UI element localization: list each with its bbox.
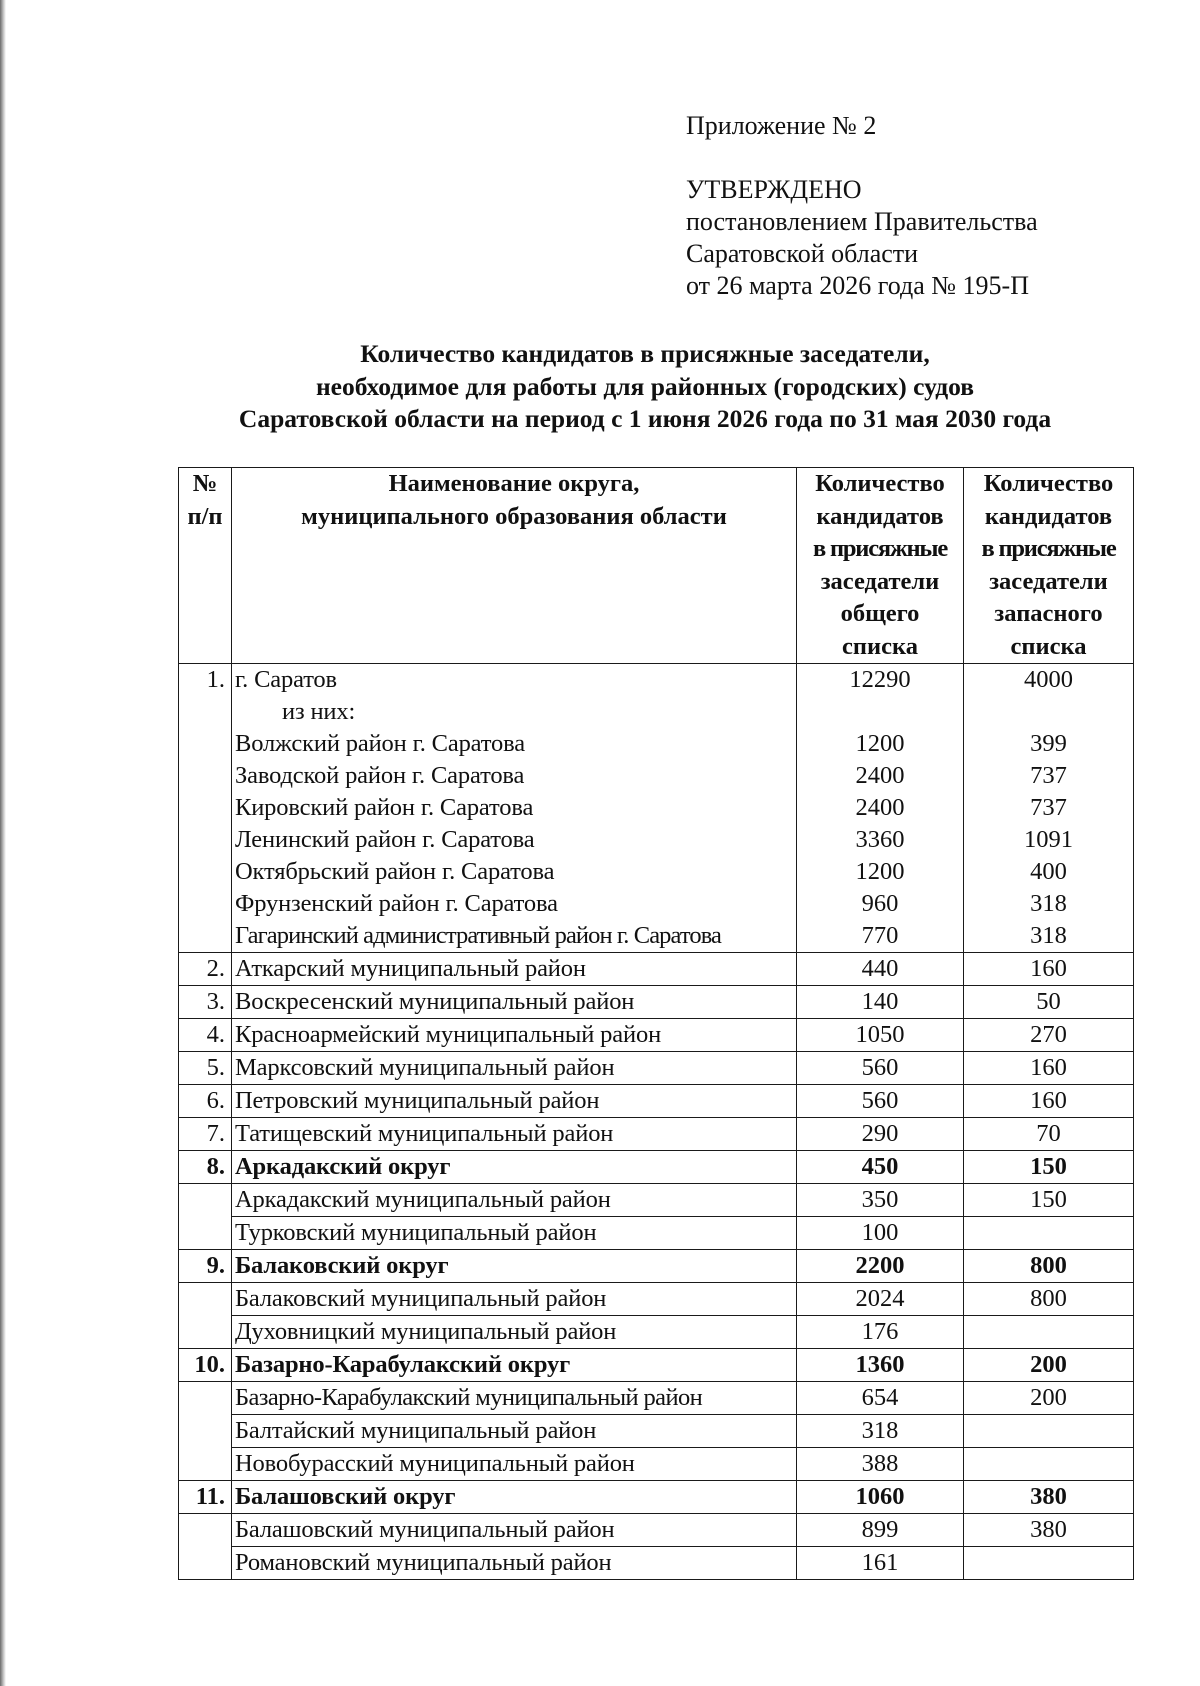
member-name: Новобурасский муниципальный район <box>232 1448 797 1481</box>
row-name: Марксовский муниципальный район <box>232 1052 797 1085</box>
member-row <box>179 1382 1134 1415</box>
general-value: 899 <box>797 1514 964 1547</box>
district-general: 1200 <box>855 858 905 885</box>
table-row <box>179 1019 1134 1052</box>
reserve-value: 800 <box>964 1250 1134 1283</box>
district-name: Гагаринский административный район г. Саратова <box>235 922 722 949</box>
general-value: 350 <box>797 1184 964 1217</box>
district-reserve: 400 <box>1030 858 1067 885</box>
district-general: 2400 <box>855 794 905 821</box>
header-num: № п/п <box>179 468 232 664</box>
district-reserve: 737 <box>1030 794 1067 821</box>
row-num: 1. <box>179 664 232 953</box>
member-row <box>179 1448 1134 1481</box>
member-name: Базарно-Карабулакский муниципальный район <box>232 1382 797 1415</box>
reserve-value: 160 <box>964 953 1134 986</box>
district-name: Кировский район г. Саратова <box>235 794 534 821</box>
general-value: 176 <box>797 1316 964 1349</box>
member-name: Романовский муниципальный район <box>232 1547 797 1580</box>
reserve-value: 380 <box>964 1514 1134 1547</box>
general-value: 2200 <box>797 1250 964 1283</box>
okrug-name: Балашовский округ <box>232 1481 797 1514</box>
reserve-value: 200 <box>964 1349 1134 1382</box>
candidates-table <box>178 467 1134 1580</box>
district-general: 770 <box>861 922 899 949</box>
okrug-row <box>179 1349 1134 1382</box>
general-value: 12290 <box>849 666 911 693</box>
district-general: 1200 <box>855 730 905 757</box>
table-row <box>179 953 1134 986</box>
district-name: Октябрьский район г. Саратова <box>235 858 555 885</box>
reserve-value <box>964 1316 1134 1349</box>
table-header-row <box>179 468 1134 664</box>
district-name: Заводской район г. Саратова <box>235 762 525 789</box>
row-name: Петровский муниципальный район <box>232 1085 797 1118</box>
district-reserve: 399 <box>1030 730 1067 757</box>
member-name: Балтайский муниципальный район <box>232 1415 797 1448</box>
header-reserve: Количество кандидатов в присяжные заседатели запасного списка <box>964 468 1134 664</box>
reserve-value: 70 <box>964 1118 1134 1151</box>
reserve-value: 380 <box>964 1481 1134 1514</box>
row-name: Красноармейский муниципальный район <box>232 1019 797 1052</box>
okrug-row <box>179 1250 1134 1283</box>
general-value: 440 <box>797 953 964 986</box>
member-row <box>179 1415 1134 1448</box>
row-num: 3. <box>179 986 232 1019</box>
general-value: 450 <box>797 1151 964 1184</box>
reserve-value <box>964 1415 1134 1448</box>
document-title <box>60 338 1200 436</box>
reserve-value: 160 <box>964 1085 1134 1118</box>
title-line: Саратовской области на период с 1 июня 2026 года по 31 мая 2030 года <box>238 404 1052 433</box>
district-name: Волжский район г. Саратова <box>235 730 525 757</box>
of-them-label: из них: <box>282 698 356 725</box>
reserve-value: 4000 <box>1024 666 1073 693</box>
header-general: Количество кандидатов в присяжные заседатели общего списка <box>797 468 964 664</box>
reserve-value <box>964 1547 1134 1580</box>
approval-line: постановлением Правительства <box>686 207 1038 236</box>
member-name: Аркадакский муниципальный район <box>232 1184 797 1217</box>
member-row <box>179 1184 1134 1217</box>
reserve-value: 160 <box>964 1052 1134 1085</box>
general-value: 560 <box>797 1085 964 1118</box>
general-cell <box>797 664 964 953</box>
scan-edge <box>0 0 6 1686</box>
member-row <box>179 1283 1134 1316</box>
row-num: 5. <box>179 1052 232 1085</box>
general-value: 100 <box>797 1217 964 1250</box>
title-line: необходимое для работы для районных (городских) судов <box>315 371 975 401</box>
appendix-label: Приложение № 2 <box>686 111 877 140</box>
district-reserve: 1091 <box>1024 826 1073 853</box>
reserve-value: 270 <box>964 1019 1134 1052</box>
district-reserve: 318 <box>1030 922 1067 949</box>
reserve-value: 200 <box>964 1382 1134 1415</box>
approval-block <box>686 110 1038 302</box>
general-value: 1360 <box>797 1349 964 1382</box>
reserve-value: 50 <box>964 986 1134 1019</box>
okrug-row <box>179 1151 1134 1184</box>
district-name: Ленинский район г. Саратова <box>235 826 535 853</box>
okrug-name: Аркадакский округ <box>232 1151 797 1184</box>
member-name: Духовницкий муниципальный район <box>232 1316 797 1349</box>
general-value: 560 <box>797 1052 964 1085</box>
row-name-cell <box>232 664 797 953</box>
district-general: 3360 <box>855 826 905 853</box>
row-name: Татищевский муниципальный район <box>232 1118 797 1151</box>
okrug-name: Базарно-Карабулакский округ <box>232 1349 797 1382</box>
member-name: Балаковский муниципальный район <box>232 1283 797 1316</box>
general-value: 318 <box>797 1415 964 1448</box>
approval-line: Саратовской области <box>686 239 919 268</box>
reserve-value: 150 <box>964 1151 1134 1184</box>
okrug-name: Балаковский округ <box>232 1250 797 1283</box>
row-num: 10. <box>179 1349 232 1382</box>
row-num: 4. <box>179 1019 232 1052</box>
table-row <box>179 664 1134 953</box>
district-name: Фрунзенский район г. Саратова <box>235 890 558 917</box>
member-name: Балашовский муниципальный район <box>232 1514 797 1547</box>
table-row <box>179 1052 1134 1085</box>
reserve-value: 150 <box>964 1184 1134 1217</box>
okrug-row <box>179 1481 1134 1514</box>
general-value: 140 <box>797 986 964 1019</box>
member-name: Турковский муниципальный район <box>232 1217 797 1250</box>
general-value: 161 <box>797 1547 964 1580</box>
general-value: 1060 <box>797 1481 964 1514</box>
general-value: 1050 <box>797 1019 964 1052</box>
reserve-value <box>964 1448 1134 1481</box>
table-row <box>179 986 1134 1019</box>
general-value: 290 <box>797 1118 964 1151</box>
row-num: 11. <box>179 1481 232 1514</box>
district-general: 2400 <box>855 762 905 789</box>
member-row <box>179 1547 1134 1580</box>
row-num: 9. <box>179 1250 232 1283</box>
district-reserve: 318 <box>1030 890 1067 917</box>
row-num: 8. <box>179 1151 232 1184</box>
row-num: 7. <box>179 1118 232 1151</box>
row-num: 2. <box>179 953 232 986</box>
row-name: г. Саратов <box>235 666 337 693</box>
table-row <box>179 1085 1134 1118</box>
row-num: 6. <box>179 1085 232 1118</box>
row-name: Аткарский муниципальный район <box>232 953 797 986</box>
title-line: Количество кандидатов в присяжные заседатели, <box>360 339 930 368</box>
member-row <box>179 1514 1134 1547</box>
district-reserve: 737 <box>1030 762 1067 789</box>
general-value: 388 <box>797 1448 964 1481</box>
header-name: Наименование округа, муниципального образования области <box>232 468 797 664</box>
row-name: Воскресенский муниципальный район <box>232 986 797 1019</box>
general-value: 654 <box>797 1382 964 1415</box>
general-value: 2024 <box>797 1283 964 1316</box>
table-row <box>179 1118 1134 1151</box>
approved-label: УТВЕРЖДЕНО <box>686 175 862 204</box>
district-general: 960 <box>861 890 899 917</box>
approval-line: от 26 марта 2026 года № 195-П <box>686 271 1029 300</box>
member-row <box>179 1217 1134 1250</box>
reserve-value <box>964 1217 1134 1250</box>
reserve-cell <box>964 664 1134 953</box>
reserve-value: 800 <box>964 1283 1134 1316</box>
member-row <box>179 1316 1134 1349</box>
